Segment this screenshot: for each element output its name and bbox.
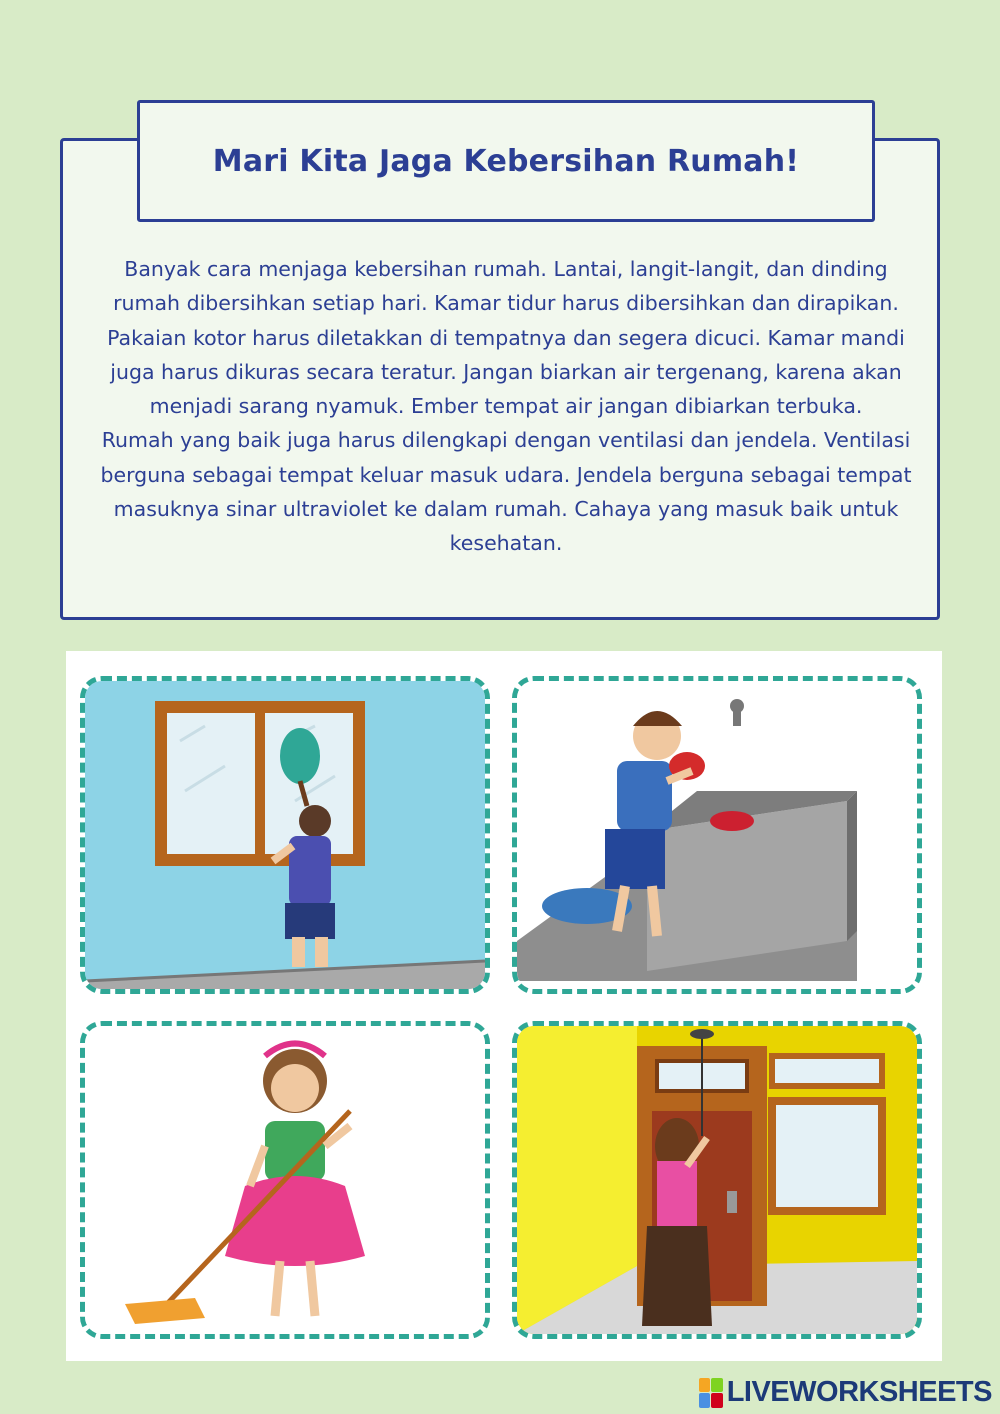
illustration-mopping-floor bbox=[85, 1026, 485, 1334]
brand-logo-icon bbox=[699, 1378, 723, 1408]
brand-name: LIVEWORKSHEETS bbox=[726, 1376, 992, 1408]
card-opening-door bbox=[512, 1021, 922, 1339]
illustration-cleaning-bathroom bbox=[517, 681, 917, 989]
page-title: Mari Kita Jaga Kebersihan Rumah! bbox=[212, 143, 800, 179]
illustration-panel bbox=[66, 651, 942, 1361]
card-mopping-floor bbox=[80, 1021, 490, 1339]
brand-footer bbox=[699, 1376, 992, 1409]
paragraph-ventilation: Rumah yang baik juga harus dilengkapi dengan ventilasi dan jendela. Ventilasi berguna sebagai tempat keluar masuk udara. Jendela berguna sebagai tempat masuknya sinar ultraviolet ke dalam rumah. Cahaya yang masuk baik untuk kesehatan. bbox=[100, 428, 912, 556]
illustration-opening-door bbox=[517, 1026, 917, 1334]
title-box bbox=[137, 100, 875, 222]
paragraph-cleaning: Banyak cara menjaga kebersihan rumah. Lantai, langit-langit, dan dinding rumah dibersihkan setiap hari. Kamar tidur harus dibersihkan dan dirapikan. Pakaian kotor harus diletakkan di tempatnya dan segera dicuci. Kamar mandi juga harus dikuras secara teratur. Jangan biarkan air tergenang, karena akan menjadi sarang nyamuk. Ember tempat air jangan dibiarkan terbuka. bbox=[107, 257, 905, 419]
body-text bbox=[96, 252, 916, 561]
card-cleaning-window bbox=[80, 676, 490, 994]
card-cleaning-bathroom bbox=[512, 676, 922, 994]
illustration-cleaning-window bbox=[85, 681, 485, 989]
